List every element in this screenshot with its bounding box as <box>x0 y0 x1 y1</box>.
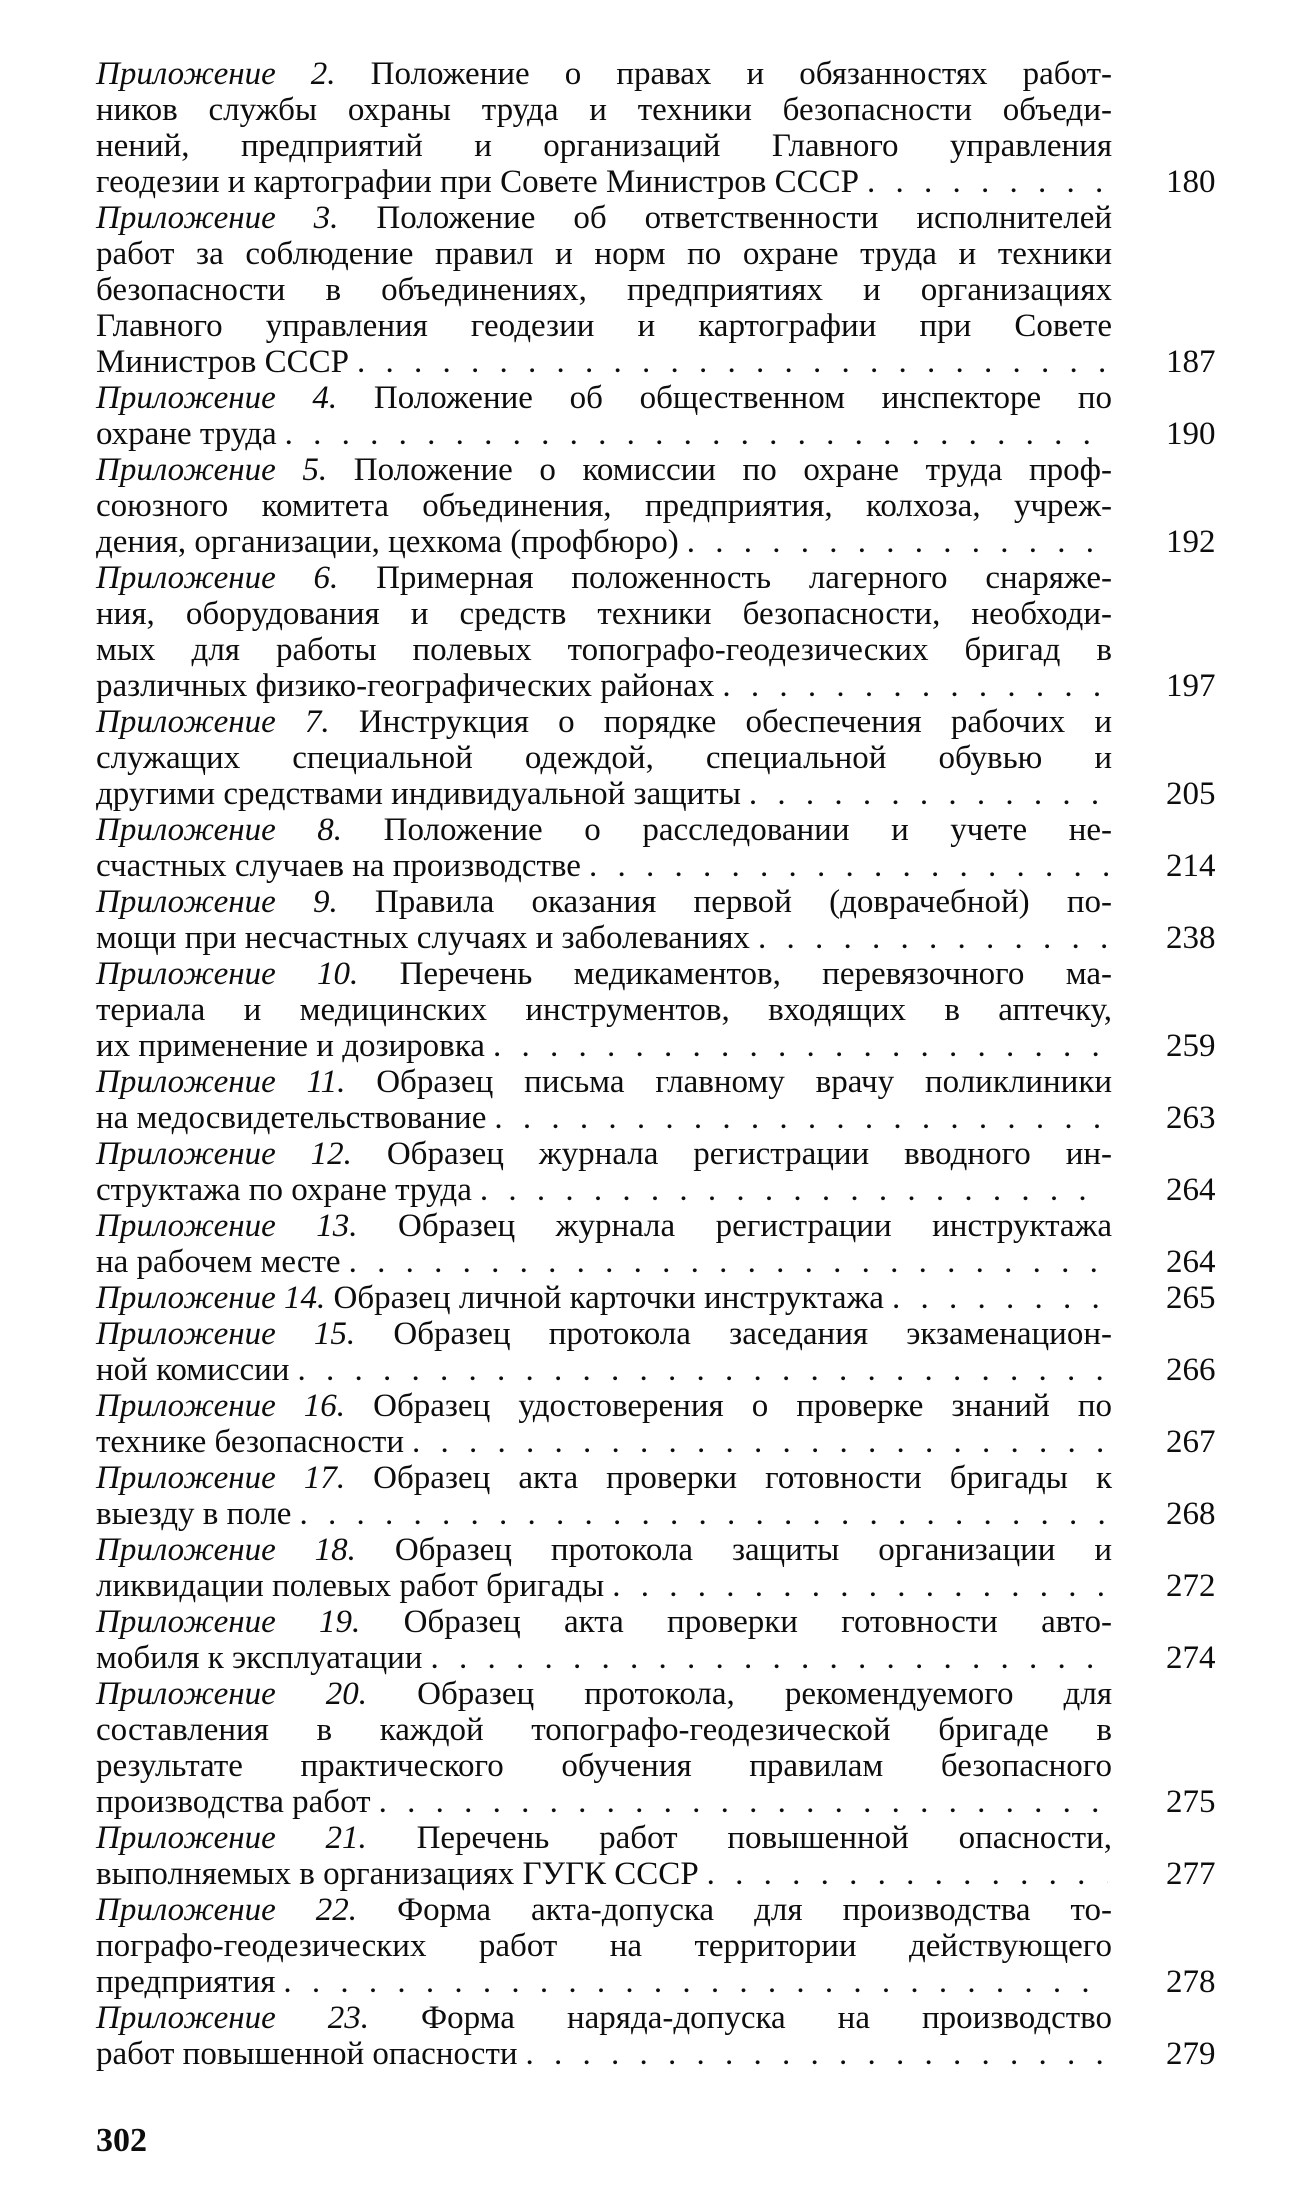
toc-entry-label: Приложение 15. <box>96 1316 356 1352</box>
toc-entry-label: Приложение 14. <box>96 1280 326 1316</box>
toc-entry-label: Приложение 16. <box>96 1388 346 1424</box>
toc-page-number: 266 <box>1166 1352 1216 1388</box>
toc-entry-line <box>96 1604 1112 1640</box>
toc-entry <box>96 1460 1216 1532</box>
toc-entry-line <box>96 704 1112 740</box>
dot-leader <box>349 344 1108 380</box>
toc-page-number: 238 <box>1166 920 1216 956</box>
toc-entry-label: Приложение 10. <box>96 956 359 992</box>
toc-entry-text: Положение о правах и обязанностях работ- <box>370 56 1112 92</box>
dot-leader <box>581 848 1108 884</box>
toc-entry <box>96 1064 1216 1136</box>
toc-entry-label: Приложение 2. <box>96 56 336 92</box>
toc-entry-line <box>96 272 1112 308</box>
toc-entry-text: безопасности в объединениях, предприятиях и организациях <box>96 272 1112 308</box>
toc-entry-line <box>96 1136 1112 1172</box>
toc-entry-text: нений, предприятий и организаций Главного управления <box>96 128 1112 164</box>
toc-entry-label: Приложение 20. <box>96 1676 368 1712</box>
toc-entry-text: их применение и дозировка <box>96 1028 485 1064</box>
page-number: 302 <box>96 2122 147 2159</box>
toc-entry-text: работ повышенной опасности <box>96 2036 518 2072</box>
toc-entry-label: Приложение 18. <box>96 1532 356 1568</box>
toc-entry-line <box>96 632 1112 668</box>
dot-leader <box>486 1100 1108 1136</box>
toc-entry-text: выполняемых в организациях ГУГК СССР <box>96 1856 699 1892</box>
dot-leader <box>291 1496 1108 1532</box>
toc-entry-line <box>96 1928 1112 1964</box>
toc-entry-line <box>96 992 1112 1028</box>
toc-entry-line <box>96 452 1112 488</box>
toc-entry <box>96 56 1216 200</box>
toc-page-number: 277 <box>1166 1856 1216 1892</box>
toc-entry-text: Положение о комиссии по охране труда проф- <box>353 452 1113 488</box>
toc-entry-text: пографо-геодезических работ на территории действующего <box>96 1928 1112 1964</box>
toc-entry-text: Образец журнала регистрации инструктажа <box>398 1208 1112 1244</box>
toc-entry-line <box>96 416 1216 452</box>
toc-entry-line <box>96 1496 1216 1532</box>
toc-entry-text: мобиля к эксплуатации <box>96 1640 423 1676</box>
toc-entry-line <box>96 524 1216 560</box>
toc-page-number: 264 <box>1166 1172 1216 1208</box>
toc-entry-line <box>96 1316 1112 1352</box>
toc-entry <box>96 380 1216 452</box>
toc-entry-text: Инструкция о порядке обеспечения рабочих и <box>358 704 1113 740</box>
toc-entry-text: Образец удостоверения о проверке знаний по <box>373 1388 1113 1424</box>
toc-entry-label: Приложение 9. <box>96 884 338 920</box>
toc-entry-line <box>96 848 1216 884</box>
toc-entry-label: Приложение 4. <box>96 380 338 416</box>
toc-entry-line <box>96 1388 1112 1424</box>
dot-leader <box>750 920 1108 956</box>
toc-entry-line <box>96 1532 1112 1568</box>
toc-entry-line <box>96 1172 1216 1208</box>
toc-entry-line <box>96 1712 1112 1748</box>
dot-leader <box>404 1424 1108 1460</box>
toc-entry-line <box>96 92 1112 128</box>
toc-page-number: 278 <box>1166 1964 1216 2000</box>
toc-entry-label: Приложение 12. <box>96 1136 352 1172</box>
toc-page-number: 268 <box>1166 1496 1216 1532</box>
toc-entry-line <box>96 1820 1112 1856</box>
toc-page-number: 180 <box>1166 164 1216 200</box>
toc-entry-line <box>96 1676 1112 1712</box>
table-of-contents <box>96 56 1216 2072</box>
toc-entry-line <box>96 1568 1216 1604</box>
toc-entry-label: Приложение 6. <box>96 560 339 596</box>
toc-entry-text: Форма акта-допуска для производства то- <box>397 1892 1113 1928</box>
toc-entry-line <box>96 380 1112 416</box>
toc-entry <box>96 1532 1216 1604</box>
toc-entry-text: технике безопасности <box>96 1424 404 1460</box>
toc-entry <box>96 1208 1216 1280</box>
toc-entry-text: Главного управления геодезии и картографии при Совете <box>96 308 1112 344</box>
dot-leader <box>472 1172 1108 1208</box>
toc-entry-line <box>96 2000 1112 2036</box>
dot-leader <box>604 1568 1108 1604</box>
toc-entry-line <box>96 1244 1216 1280</box>
toc-entry <box>96 956 1216 1064</box>
toc-entry-text: Перечень работ повышенной опасности, <box>416 1820 1113 1856</box>
toc-entry <box>96 1316 1216 1388</box>
toc-entry-text: структажа по охране труда <box>96 1172 472 1208</box>
toc-entry-line <box>96 200 1112 236</box>
toc-page-number: 192 <box>1166 524 1216 560</box>
toc-entry <box>96 560 1216 704</box>
toc-entry-text: работ за соблюдение правил и норм по охране труда и техники <box>96 236 1112 272</box>
toc-entry-label: Приложение 7. <box>96 704 330 740</box>
toc-entry-text: составления в каждой топографо-геодезической бригаде в <box>96 1712 1112 1748</box>
toc-entry-text: Образец акта проверки готовности бригады к <box>373 1460 1113 1496</box>
toc-entry-text: Образец протокола, рекомендуемого для <box>417 1676 1112 1712</box>
toc-entry-text: дения, организации, цехкома (профбюро) <box>96 524 679 560</box>
toc-entry-line <box>96 812 1112 848</box>
toc-entry-text: Правила оказания первой (доврачебной) по- <box>374 884 1112 920</box>
toc-entry-line <box>96 776 1216 812</box>
toc-entry-label: Приложение 17. <box>96 1460 346 1496</box>
toc-entry-line <box>96 344 1216 380</box>
toc-page-number: 274 <box>1166 1640 1216 1676</box>
toc-entry-text: предприятия <box>96 1964 276 2000</box>
toc-entry-line <box>96 1352 1216 1388</box>
toc-entry-text: Образец протокола заседания экзаменацион- <box>393 1316 1112 1352</box>
toc-entry-text: Образец протокола защиты организации и <box>394 1532 1112 1568</box>
toc-entry-line <box>96 2036 1216 2072</box>
toc-entry-line <box>96 308 1112 344</box>
toc-page-number: 275 <box>1166 1784 1216 1820</box>
dot-leader <box>679 524 1108 560</box>
toc-entry-line <box>96 884 1112 920</box>
dot-leader <box>289 1352 1108 1388</box>
toc-entry <box>96 1676 1216 1820</box>
toc-entry-line <box>96 596 1112 632</box>
toc-entry-line <box>96 1964 1216 2000</box>
toc-page-number: 263 <box>1166 1100 1216 1136</box>
toc-page-number: 187 <box>1166 344 1216 380</box>
toc-entry-text: на рабочем месте <box>96 1244 341 1280</box>
toc-entry-line <box>96 1640 1216 1676</box>
toc-entry <box>96 1136 1216 1208</box>
toc-entry-text: мых для работы полевых топографо-геодезических бригад в <box>96 632 1112 668</box>
toc-entry-text: результате практического обучения правилам безопасного <box>96 1748 1112 1784</box>
dot-leader <box>371 1784 1108 1820</box>
toc-entry-text: выезду в поле <box>96 1496 292 1532</box>
toc-page-number: 267 <box>1166 1424 1216 1460</box>
toc-entry-text: Форма наряда-допуска на производство <box>421 2000 1112 2036</box>
toc-entry-line <box>96 1028 1216 1064</box>
toc-entry-text: охране труда <box>96 416 277 452</box>
toc-entry-label: Приложение 13. <box>96 1208 358 1244</box>
toc-entry-label: Приложение 8. <box>96 812 343 848</box>
toc-page-number: 205 <box>1166 776 1216 812</box>
toc-entry <box>96 1820 1216 1892</box>
toc-entry-label: Приложение 5. <box>96 452 328 488</box>
toc-entry-text: Образец акта проверки готовности авто- <box>403 1604 1113 1640</box>
toc-page-number: 214 <box>1166 848 1216 884</box>
toc-entry-label: Приложение 22. <box>96 1892 358 1928</box>
toc-entry-text: производства работ <box>96 1784 371 1820</box>
toc-page-number: 265 <box>1166 1280 1216 1316</box>
toc-entry-line <box>96 1748 1112 1784</box>
toc-entry-line <box>96 1784 1216 1820</box>
toc-entry <box>96 812 1216 884</box>
toc-entry-text: Министров СССР <box>96 344 350 380</box>
toc-entry-label: Приложение 11. <box>96 1064 346 1100</box>
dot-leader <box>884 1280 1108 1316</box>
dot-leader <box>485 1028 1108 1064</box>
toc-page-number: 197 <box>1166 668 1216 704</box>
toc-entry-line <box>96 236 1112 272</box>
toc-entry-label: Приложение 21. <box>96 1820 367 1856</box>
toc-entry-label: Приложение 19. <box>96 1604 361 1640</box>
toc-entry-line <box>96 920 1216 956</box>
toc-entry-text: счастных случаев на производстве <box>96 848 581 884</box>
toc-page-number: 190 <box>1166 416 1216 452</box>
toc-page-number: 279 <box>1166 2036 1216 2072</box>
toc-entry-text: другими средствами индивидуальной защиты <box>96 776 741 812</box>
toc-entry <box>96 2000 1216 2072</box>
toc-entry-line <box>96 1064 1112 1100</box>
toc-entry-line <box>96 1280 1216 1316</box>
toc-entry-line <box>96 56 1112 92</box>
toc-entry-text: геодезии и картографии при Совете Министров СССР <box>96 164 859 200</box>
toc-page-number: 264 <box>1166 1244 1216 1280</box>
toc-entry-line <box>96 1460 1112 1496</box>
toc-entry-line <box>96 956 1112 992</box>
toc-entry-line <box>96 1892 1112 1928</box>
toc-entry-line <box>96 740 1112 776</box>
toc-entry-line <box>96 164 1216 200</box>
dot-leader <box>859 164 1108 200</box>
toc-entry-text: ной комиссии <box>96 1352 290 1388</box>
toc-entry <box>96 1892 1216 2000</box>
toc-entry-text: ния, оборудования и средств техники безопасности, необходи- <box>96 596 1112 632</box>
toc-entry-text: Образец личной карточки инструктажа <box>333 1280 884 1316</box>
toc-entry-text: Примерная положенность лагерного снаряже- <box>376 560 1112 596</box>
toc-entry-text: служащих специальной одеждой, специальной обувью и <box>96 740 1112 776</box>
toc-entry-text: на медосвидетельствование <box>96 1100 487 1136</box>
toc-entry-line <box>96 668 1216 704</box>
toc-entry-text: Образец журнала регистрации вводного ин- <box>386 1136 1113 1172</box>
toc-entry <box>96 884 1216 956</box>
toc-entry <box>96 1280 1216 1316</box>
toc-entry <box>96 1604 1216 1676</box>
toc-entry <box>96 200 1216 380</box>
toc-entry-label: Приложение 23. <box>96 2000 370 2036</box>
toc-entry <box>96 704 1216 812</box>
toc-entry-text: Положение об общественном инспекторе по <box>373 380 1113 416</box>
toc-entry-text: Перечень медикаментов, перевязочного ма- <box>399 956 1112 992</box>
toc-entry-text: териала и медицинских инструментов, входящих в аптечку, <box>96 992 1112 1028</box>
toc-entry-line <box>96 1856 1216 1892</box>
dot-leader <box>277 416 1108 452</box>
dot-leader <box>714 668 1108 704</box>
toc-entry-text: ников службы охраны труда и техники безопасности объеди- <box>96 92 1112 128</box>
toc-entry-text: различных физико-географических районах <box>96 668 715 704</box>
toc-entry-line <box>96 1100 1216 1136</box>
dot-leader <box>699 1856 1108 1892</box>
toc-entry-text: мощи при несчастных случаях и заболеваниях <box>96 920 750 956</box>
toc-entry-line <box>96 128 1112 164</box>
toc-entry-text: ликвидации полевых работ бригады <box>96 1568 605 1604</box>
toc-entry-text: Положение о расследовании и учете не- <box>383 812 1112 848</box>
dot-leader <box>275 1964 1108 2000</box>
dot-leader <box>741 776 1108 812</box>
toc-entry-line <box>96 560 1112 596</box>
dot-leader <box>518 2036 1108 2072</box>
toc-entry-line <box>96 488 1112 524</box>
toc-entry <box>96 1388 1216 1460</box>
toc-page-number: 272 <box>1166 1568 1216 1604</box>
toc-entry-text: Положение об ответственности исполнителей <box>376 200 1113 236</box>
toc-entry <box>96 452 1216 560</box>
toc-entry-label: Приложение 3. <box>96 200 339 236</box>
dot-leader <box>341 1244 1108 1280</box>
toc-entry-line <box>96 1424 1216 1460</box>
dot-leader <box>422 1640 1108 1676</box>
toc-entry-text: союзного комитета объединения, предприятия, колхоза, учреж- <box>96 488 1112 524</box>
toc-entry-text: Образец письма главному врачу поликлиники <box>376 1064 1113 1100</box>
toc-entry-line <box>96 1208 1112 1244</box>
toc-page-number: 259 <box>1166 1028 1216 1064</box>
